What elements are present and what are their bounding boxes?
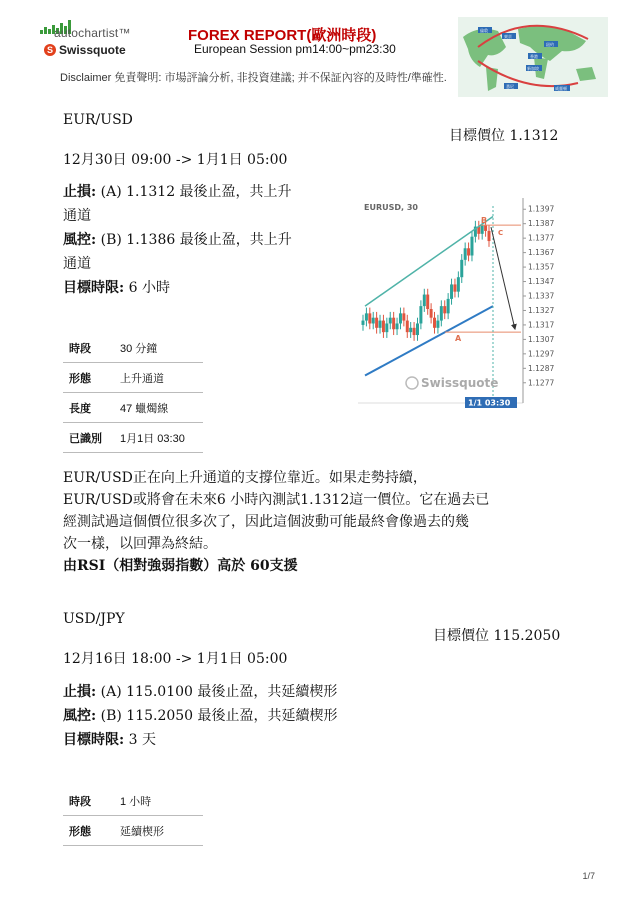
eurusd-stop-text-2: 通道 xyxy=(63,208,91,224)
autochartist-wordmark: autochartist™ xyxy=(54,26,131,40)
map-label-0: 倫敦 xyxy=(480,28,488,33)
table-key: 已識別 xyxy=(63,423,120,453)
candle-body xyxy=(430,309,433,318)
analysis-line: 經測試過這個價位很多次了，因此這個波動可能最終會像過去的幾 xyxy=(63,514,469,530)
table-value: 30 分鐘 xyxy=(120,333,203,363)
horizon-label: 目標時限: xyxy=(63,280,125,296)
candle-body xyxy=(481,225,484,234)
world-map-graphic xyxy=(458,17,608,97)
eurusd-risk-line xyxy=(63,228,328,252)
map-label-4: 新加坡 xyxy=(527,66,539,71)
candle-body xyxy=(426,295,429,309)
eurusd-info-table xyxy=(63,333,203,453)
y-tick-label: 1.1297 xyxy=(528,349,555,359)
candle-body xyxy=(419,306,422,323)
eurusd-time-range: 12月30日 09:00 -> 1月1日 05:00 xyxy=(63,152,288,168)
candle-body xyxy=(460,260,463,277)
candle-body xyxy=(368,313,371,323)
swissquote-wordmark: Swissquote xyxy=(59,43,126,57)
eurusd-risk-text: (B) 1.1386 最後止盈，共上升 xyxy=(100,232,292,248)
table-key: 形態 xyxy=(63,816,120,846)
map-label-2: 紐約 xyxy=(546,42,554,47)
usdjpy-pair-heading: USD/JPY xyxy=(63,611,125,627)
risk-label: 風控: xyxy=(63,708,97,724)
eurusd-analysis xyxy=(63,467,593,577)
eurusd-levels xyxy=(63,180,328,300)
map-label-3: 香港 xyxy=(530,54,538,59)
candle-body xyxy=(399,313,402,323)
candle-body xyxy=(396,323,399,329)
watermark-text: Swissquote xyxy=(421,376,499,390)
candle-body xyxy=(375,318,378,328)
y-tick-label: 1.1367 xyxy=(528,248,555,258)
usdjpy-time-range: 12月16日 18:00 -> 1月1日 05:00 xyxy=(63,651,288,667)
table-value: 1 小時 xyxy=(120,786,203,816)
candle-body xyxy=(416,323,419,335)
swissquote-mark-icon: S xyxy=(44,44,56,56)
chart-symbol-label: EURUSD, 30 xyxy=(364,203,418,212)
stop-label: 止損: xyxy=(63,684,97,700)
eurusd-horizon-text: 6 小時 xyxy=(128,280,170,296)
eurusd-pair-heading: EUR/USD xyxy=(63,112,133,128)
time-label: 1/1 03:30 xyxy=(468,398,511,408)
table-key: 時段 xyxy=(63,786,120,816)
point-c-label: C xyxy=(498,229,504,238)
y-tick-label: 1.1347 xyxy=(528,277,555,287)
usdjpy-target-price: 目標價位 115.2050 xyxy=(433,628,561,644)
usdjpy-risk-text: (B) 115.2050 最後止盈，共延續楔形 xyxy=(100,708,338,724)
usdjpy-levels xyxy=(63,680,483,752)
y-tick-label: 1.1307 xyxy=(528,334,555,344)
report-title: FOREX REPORT(歐洲時段) xyxy=(188,27,377,44)
candle-body xyxy=(379,321,382,328)
candle-body xyxy=(440,306,443,320)
candle-body xyxy=(413,328,416,335)
candle-body xyxy=(362,321,365,325)
usdjpy-risk-line xyxy=(63,704,483,728)
usdjpy-info-table xyxy=(63,786,203,846)
y-tick-label: 1.1357 xyxy=(528,262,555,272)
candle-body xyxy=(409,328,412,332)
y-tick-label: 1.1337 xyxy=(528,291,555,301)
disclaimer: Disclaimer 免責聲明: 市場評論分析, 非投資建議; 并不保証內容的及時性/準確性. xyxy=(60,72,447,84)
candle-body xyxy=(372,318,375,324)
map-label-5: 悉尼 xyxy=(506,84,514,89)
autochartist-logo xyxy=(40,18,150,40)
eurusd-stop-text: (A) 1.1312 最後止盈，共上升 xyxy=(100,184,292,200)
candle-body xyxy=(406,321,409,333)
table-row xyxy=(63,786,203,816)
map-label-6: 威靈頓 xyxy=(555,86,567,91)
candle-body xyxy=(433,318,436,328)
eurusd-target-price: 目標價位 1.1312 xyxy=(449,128,559,144)
y-tick-label: 1.1397 xyxy=(528,204,555,214)
candle-body xyxy=(488,231,491,241)
table-row xyxy=(63,816,203,846)
table-key: 長度 xyxy=(63,393,120,423)
table-row xyxy=(63,423,203,453)
y-tick-label: 1.1327 xyxy=(528,305,555,315)
horizon-label: 目標時限: xyxy=(63,732,125,748)
candle-body xyxy=(389,318,392,324)
candle-body xyxy=(450,284,453,298)
table-value: 1月1日 03:30 xyxy=(120,423,203,453)
candle-body xyxy=(453,284,456,291)
candle-body xyxy=(385,323,388,332)
stop-label: 止損: xyxy=(63,184,97,200)
candle-body xyxy=(443,306,446,313)
candle-body xyxy=(464,248,467,260)
usdjpy-horizon-line xyxy=(63,728,483,752)
candle-body xyxy=(484,225,487,231)
table-row xyxy=(63,393,203,423)
candle-body xyxy=(382,321,385,333)
point-a-label: A xyxy=(455,334,462,344)
usdjpy-stop-text: (A) 115.0100 最後止盈，共延續楔形 xyxy=(100,684,338,700)
candle-body xyxy=(467,248,470,255)
analysis-line: EUR/USD或將會在未來6 小時內測試1.1312這一價位。它在過去已 xyxy=(63,492,490,508)
eurusd-horizon-line xyxy=(63,276,328,300)
candle-body xyxy=(365,313,368,320)
page-number: 1/7 xyxy=(582,871,595,881)
candle-body xyxy=(457,277,460,291)
candle-body xyxy=(470,237,473,256)
y-tick-label: 1.1387 xyxy=(528,219,555,229)
candle-body xyxy=(447,299,450,313)
analysis-line: EUR/USD正在向上升通道的支撐位靠近。如果走勢持續， xyxy=(63,470,427,486)
y-tick-label: 1.1317 xyxy=(528,320,555,330)
analysis-line: 次一樣，以回彈為終結。 xyxy=(63,536,217,552)
rsi-support-note: 由RSI（相對強弱指數）高於 60支援 xyxy=(63,558,298,574)
candle-body xyxy=(436,321,439,328)
y-tick-label: 1.1377 xyxy=(528,233,555,243)
map-label-1: 東京 xyxy=(504,34,512,39)
table-value: 47 蠟燭線 xyxy=(120,393,203,423)
risk-label: 風控: xyxy=(63,232,97,248)
usdjpy-horizon-text: 3 天 xyxy=(128,732,156,748)
y-tick-label: 1.1287 xyxy=(528,363,555,373)
eurusd-stop-line xyxy=(63,180,328,204)
eurusd-chart xyxy=(355,196,567,410)
candle-body xyxy=(392,318,395,330)
candle-body xyxy=(402,313,405,320)
table-row xyxy=(63,333,203,363)
eurusd-risk-text-2: 通道 xyxy=(63,256,91,272)
table-row xyxy=(63,363,203,393)
point-b-label: B xyxy=(481,216,488,226)
table-key: 時段 xyxy=(63,333,120,363)
table-key: 形態 xyxy=(63,363,120,393)
usdjpy-stop-line xyxy=(63,680,483,704)
candle-body xyxy=(423,295,426,307)
table-value: 延續楔形 xyxy=(120,816,203,846)
report-session: European Session pm14:00~pm23:30 xyxy=(194,42,396,56)
table-value: 上升通道 xyxy=(120,363,203,393)
y-tick-label: 1.1277 xyxy=(528,378,555,388)
